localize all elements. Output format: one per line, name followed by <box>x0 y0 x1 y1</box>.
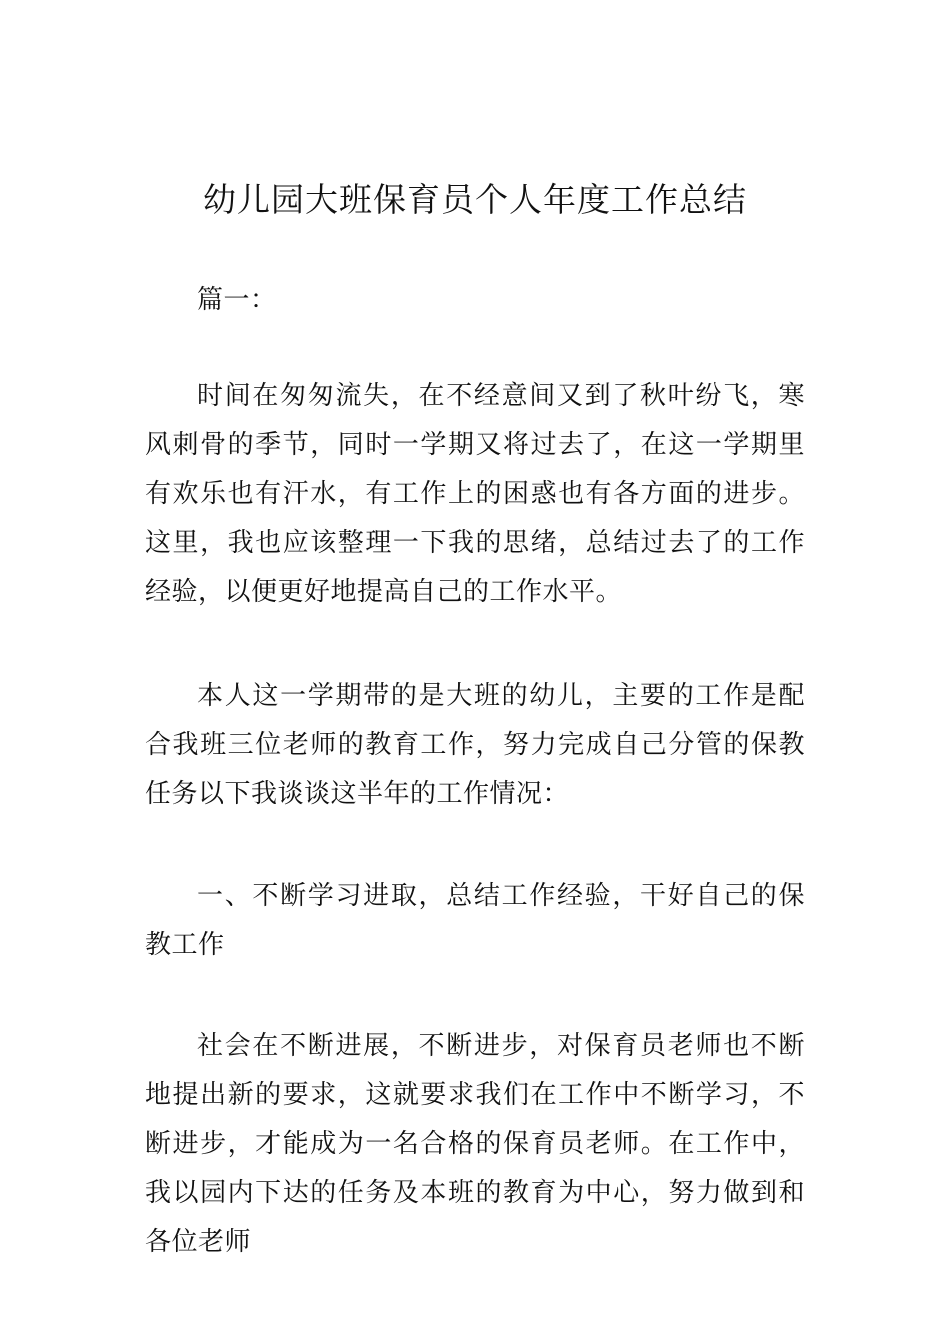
section-heading-1: 一、不断学习进取，总结工作经验，干好自己的保教工作 <box>145 881 805 960</box>
document-title: 幼儿园大班保育员个人年度工作总结 <box>203 180 747 219</box>
paragraph-duty: 本人这一学期带的是大班的幼儿，主要的工作是配合我班三位老师的教育工作，努力完成自己分管的保教任务以下我谈谈这半年的工作情况： <box>145 681 805 809</box>
paragraph-intro: 时间在匆匆流失，在不经意间又到了秋叶纷飞，寒风刺骨的季节，同时一学期又将过去了，在这一学期里有欢乐也有汗水，有工作上的困惑也有各方面的进步。这里，我也应该整理一下我的思绪，总结过去了的工作经验，以便更好地提高自己的工作水平。 <box>145 381 805 607</box>
section-label: 篇一： <box>197 285 277 315</box>
paragraph-society: 社会在不断进展，不断进步，对保育员老师也不断地提出新的要求，这就要求我们在工作中不断学习，不断进步，才能成为一名合格的保育员老师。在工作中，我以园内下达的任务及本班的教育为中心，努力做到和各位老师 <box>145 1031 805 1257</box>
